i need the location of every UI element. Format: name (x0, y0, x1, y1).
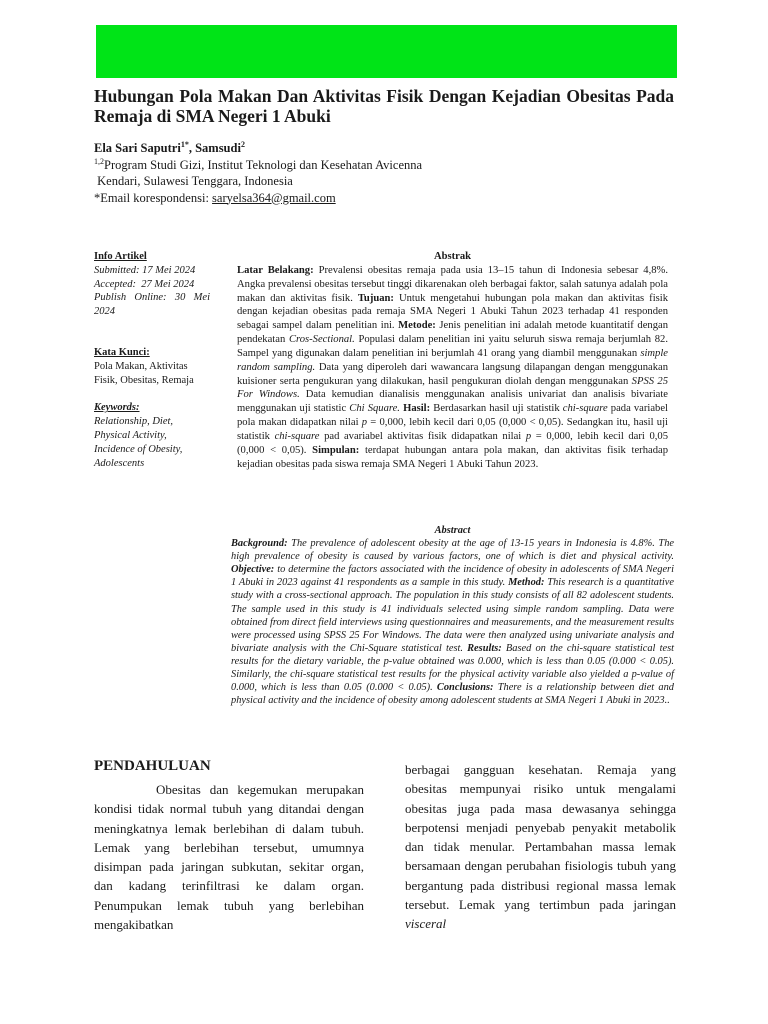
paragraph: berbagai gangguan kesehatan. Remaja yang obesitas mempunyai risiko untuk mengalami obesitas juga pada masa dewasanya sehingga berpotensi menjadi penyebab penyakit metabolik dan tidak menular. Pertambahan massa lemak bersamaan dengan perubahan fisiologis tubuh yang bergantung pada distribusi regional massa lemak tersebut. Lemak yang tertimbun pada jaringan visceral (405, 762, 676, 932)
abstrak-id: Abstrak Latar Belakang: Prevalensi obesitas remaja pada usia 13–15 tahun di Indonesia sebesar 4,8%. Angka prevalensi obesitas tersebut tinggi dikarenakan oleh berbagai faktor, salah satunya adalah pola makan dan aktivitas fisik. Tujuan: Untuk mengetahui hubungan pola makan dan aktivitas fisik dengan kejadian obesitas pada remaja SMA Negeri 1 Abuki Tahun 2023 terhadap 41 responden sebagai sampel dalam penelitian ini. Metode: Jenis penelitian ini adalah metode kuantitatif dengan pendekatan Cros-Sectional. Populasi dalam penelitian ini yaitu seluruh siswa remaja berjumlah 82. Sampel yang digunakan dalam penelitian ini berjumlah 41 orang yang diambil menggunakan simple random sampling. Data yang diperoleh dari wawancara langsung dilapangan dengan menggunakan kuisioner serta pengukuran yang dilakukan, hasil pengukuran diolah dengan menggunakan SPSS 25 For Windows. Data kemudian dianalisis menggunakan analisis univariat dan analisis bivariate menggunakan uji statistic Chi Square. Hasil: Berdasarkan hasil uji statistik chi-square pada variabel pola makan didapatkan nilai p = 0,000, lebih kecil dari 0,05 (0,000 < 0,05). Sedangkan itu, hasil uji statistik chi-square pad avariabel aktivitas fisik didapatkan nilai p = 0,000, lebih kecil dari 0,05 (0,000 < 0,05). Simpulan: terdapat hubungan antara pola makan, dan aktivitas fisik terhadap kejadian obesitas pada siswa remaja SMA Negeri 1 Abuki Tahun 2023. (237, 251, 669, 470)
abstract-en: Abstract Background: The prevalence of adolescent obesity at the age of 13-15 years in Indonesia is 4.8%. The high prevalence of obesity is caused by various factors, one of which is diet and physical activity. Objective: to determine the factors associated with the incidence of obesity in adolescents of SMA Negeri 1 Abuki in 2023 against 41 respondents as a sample in this study. Method: This research is a quantitative study with a cross-sectional approach. The population in this study consists of all 82 adolescent students. The sample used in this study is 41 individuals selected using simple random sampling. Data were obtained from direct field interviews using questionnaires and measurements, and the measurement results were processed using SPSS 25 For Windows. The data were then analyzed using univariate analysis and bivariate analysis with the Chi-Square statistical test. Results: Based on the chi-square statistical test results for the dietary variable, the p-value obtained was 0.000, which is less than 0.05 (0.000 < 0.05). Similarly, the chi-square statistical test results for the physical activity variable also yielded a p-value of 0.000, which is less than 0.05 (0.000 < 0.05). Conclusions: There is a relationship between diet and physical activity and the incidence of obesity among adolescent students at SMA Negeri 1 Abuki in 2023.. (231, 525, 674, 707)
body-column-right (405, 760, 676, 934)
info-heading: Info Artikel (94, 251, 147, 262)
body-column-left (94, 780, 364, 934)
section-heading-pendahuluan: PENDAHULUAN (94, 758, 211, 774)
keywords-heading: Keywords: (94, 402, 140, 414)
keywords-list: Relationship, Diet, Physical Activity, Incidence of Obesity, Adolescents (94, 416, 183, 469)
abstrak-heading: Abstrak (433, 251, 472, 262)
article-title: Hubungan Pola Makan Dan Aktivitas Fisik Dengan Kejadian Obesitas Pada Remaja di SMA Negeri 1 Abuki (94, 86, 674, 126)
author-2: Samsudi (195, 141, 241, 155)
author-1-sup: 1* (180, 139, 189, 149)
kata-kunci-list: Pola Makan, Aktivitas Fisik, Obesitas, Remaja (94, 360, 194, 386)
author-1: Ela Sari Saputri (94, 141, 181, 155)
affiliation-line-1: $^{1,2}$Program Studi Gizi, Institut Teknologi dan Kesehatan Avicenna (94, 156, 423, 172)
email-link[interactable]: saryelsa364@gmail.com (212, 190, 336, 205)
accepted-line: Accepted: 27 Mei 2024 (94, 278, 195, 290)
article-info (94, 250, 210, 470)
author-block (94, 140, 514, 206)
paragraph: Obesitas dan kegemukan merupakan kondisi tidak normal tubuh yang ditandai dengan meningkatnya lemak berlebihan di dalam tubuh. Lemak yang berlebihan tersebut, umumnya disimpan pada jaringan subkutan, sekitar organ, dan kadang terinfiltrasi ke dalam organ. Penumpukan lemak tubuh yang berlebihan mengakibatkan (94, 782, 364, 933)
header-banner (96, 25, 677, 78)
author-names: Ela Sari Saputri$^{1*}$, Samsudi$^2$ (94, 139, 245, 155)
abstract-heading: Abstract (434, 525, 471, 536)
email-line: *Email korespondensi: saryelsa364@gmail.com (94, 190, 336, 205)
affiliation-line-2: Kendari, Sulawesi Tenggara, Indonesia (94, 174, 293, 188)
author-2-sup: 2 (240, 139, 245, 149)
submitted-line: Submitted: 17 Mei 2024 (94, 264, 196, 276)
publish-line: Publish Online: 30 Mei 2024 (94, 292, 211, 318)
kata-kunci-heading: Kata Kunci: (94, 346, 150, 358)
